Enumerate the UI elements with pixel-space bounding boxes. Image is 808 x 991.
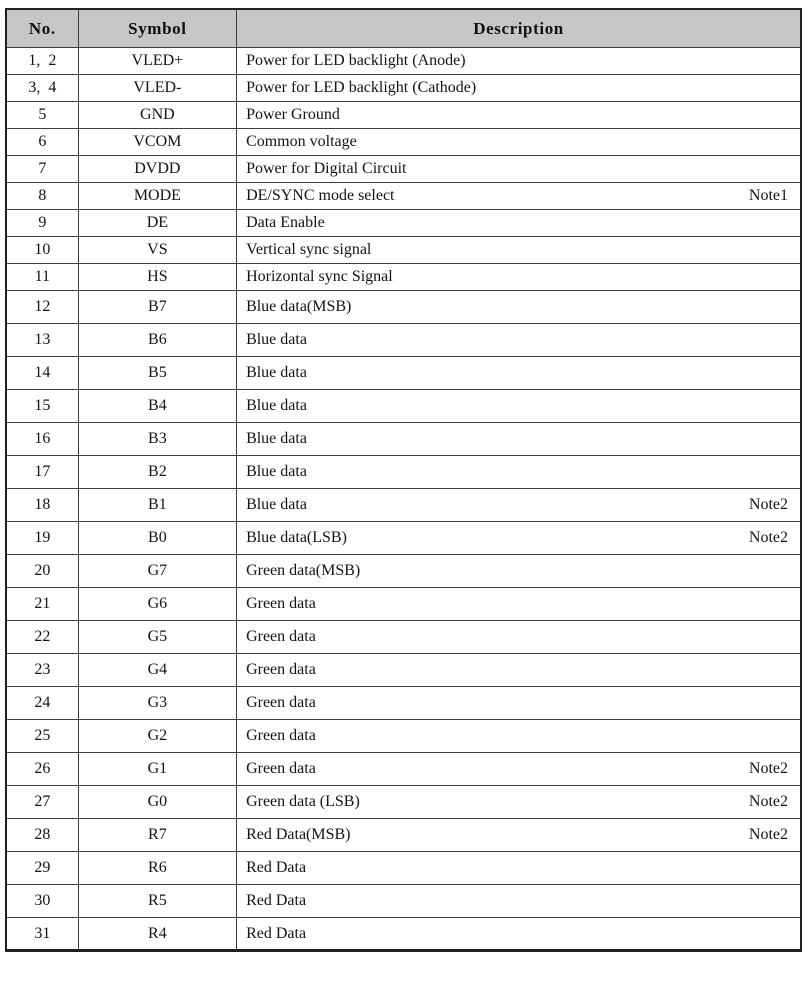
description-cell: [237, 210, 801, 237]
table-row: [6, 588, 801, 621]
description-cell: [237, 291, 801, 324]
table-row: [6, 291, 801, 324]
symbol-cell: VS: [78, 237, 236, 264]
pin-number-cell: 13: [6, 324, 78, 357]
pin-number-cell: 31: [6, 918, 78, 951]
pin-number-cell: 7: [6, 156, 78, 183]
symbol-cell: GND: [78, 102, 236, 129]
pin-number-cell: 24: [6, 687, 78, 720]
table-row: [6, 75, 801, 102]
pin-number-cell: 8: [6, 183, 78, 210]
table-row: [6, 48, 801, 75]
description-cell: [237, 183, 801, 210]
table-row: [6, 102, 801, 129]
description-text: Data Enable: [246, 214, 325, 232]
table-row: [6, 210, 801, 237]
pin-number-cell: 18: [6, 489, 78, 522]
description-text: Red Data: [246, 892, 307, 910]
description-cell: [237, 555, 801, 588]
description-text: Green data: [246, 595, 316, 613]
symbol-cell: R7: [78, 819, 236, 852]
symbol-cell: B1: [78, 489, 236, 522]
description-text: Power for LED backlight (Cathode): [246, 79, 477, 97]
symbol-cell: B0: [78, 522, 236, 555]
symbol-cell: G1: [78, 753, 236, 786]
description-text: Blue data(MSB): [246, 298, 352, 316]
table-row: [6, 687, 801, 720]
pin-number-cell: 10: [6, 237, 78, 264]
table-row: [6, 621, 801, 654]
pin-number-cell: 23: [6, 654, 78, 687]
table-row: [6, 324, 801, 357]
description-text: Power for LED backlight (Anode): [246, 52, 466, 70]
description-text: Power Ground: [246, 106, 340, 124]
symbol-cell: G4: [78, 654, 236, 687]
description-cell: [237, 819, 801, 852]
symbol-cell: VLED+: [78, 48, 236, 75]
table-row: [6, 753, 801, 786]
description-text: DE/SYNC mode select: [246, 187, 395, 205]
pin-number-cell: 1, 2: [6, 48, 78, 75]
description-text: Blue data: [246, 496, 307, 514]
description-cell: [237, 129, 801, 156]
symbol-cell: MODE: [78, 183, 236, 210]
description-text: Blue data: [246, 397, 307, 415]
description-text: Blue data: [246, 364, 307, 382]
description-text: Red Data: [246, 859, 307, 877]
note-label: Note2: [748, 760, 788, 778]
symbol-cell: G2: [78, 720, 236, 753]
description-text: Green data: [246, 628, 316, 646]
description-text: Green data: [246, 661, 316, 679]
column-header-no: No.: [6, 9, 78, 48]
description-text: Vertical sync signal: [246, 241, 372, 259]
description-text: Red Data(MSB): [246, 826, 351, 844]
symbol-cell: HS: [78, 264, 236, 291]
pin-number-cell: 11: [6, 264, 78, 291]
pin-number-cell: 14: [6, 357, 78, 390]
pin-description-table-container: [5, 8, 802, 952]
pin-number-cell: 5: [6, 102, 78, 129]
table-row: [6, 183, 801, 210]
pin-number-cell: 12: [6, 291, 78, 324]
symbol-cell: B4: [78, 390, 236, 423]
description-cell: [237, 156, 801, 183]
description-cell: [237, 654, 801, 687]
table-row: [6, 237, 801, 264]
table-row: [6, 819, 801, 852]
description-text: Green data: [246, 727, 316, 745]
symbol-cell: B3: [78, 423, 236, 456]
table-row: [6, 555, 801, 588]
pin-number-cell: 17: [6, 456, 78, 489]
description-cell: [237, 264, 801, 291]
symbol-cell: G7: [78, 555, 236, 588]
table-row: [6, 156, 801, 183]
pin-number-cell: 27: [6, 786, 78, 819]
symbol-cell: DE: [78, 210, 236, 237]
description-cell: [237, 885, 801, 918]
description-cell: [237, 423, 801, 456]
pin-description-table: [5, 8, 802, 952]
description-cell: [237, 720, 801, 753]
description-text: Green data(MSB): [246, 562, 361, 580]
note-label: Note2: [748, 793, 788, 811]
table-row: [6, 264, 801, 291]
symbol-cell: G3: [78, 687, 236, 720]
pin-number-cell: 21: [6, 588, 78, 621]
symbol-cell: B6: [78, 324, 236, 357]
description-cell: [237, 489, 801, 522]
table-row: [6, 522, 801, 555]
pin-number-cell: 28: [6, 819, 78, 852]
symbol-cell: G0: [78, 786, 236, 819]
symbol-cell: DVDD: [78, 156, 236, 183]
description-cell: [237, 852, 801, 885]
symbol-cell: R6: [78, 852, 236, 885]
table-row: [6, 456, 801, 489]
description-text: Red Data: [246, 924, 307, 942]
description-cell: [237, 522, 801, 555]
pin-number-cell: 30: [6, 885, 78, 918]
note-label: Note2: [748, 496, 788, 514]
column-header-symbol: Symbol: [78, 9, 236, 48]
table-row: [6, 852, 801, 885]
table-row: [6, 786, 801, 819]
description-text: Horizontal sync Signal: [246, 268, 393, 286]
description-text: Blue data: [246, 463, 307, 481]
symbol-cell: B2: [78, 456, 236, 489]
description-text: Common voltage: [246, 133, 357, 151]
symbol-cell: B7: [78, 291, 236, 324]
description-cell: [237, 390, 801, 423]
description-text: Power for Digital Circuit: [246, 160, 407, 178]
table-row: [6, 390, 801, 423]
pin-number-cell: 22: [6, 621, 78, 654]
description-cell: [237, 621, 801, 654]
pin-number-cell: 9: [6, 210, 78, 237]
table-row: [6, 654, 801, 687]
description-cell: [237, 687, 801, 720]
pin-number-cell: 16: [6, 423, 78, 456]
pin-number-cell: 15: [6, 390, 78, 423]
column-header-description: Description: [237, 9, 801, 48]
pin-number-cell: 26: [6, 753, 78, 786]
description-cell: [237, 588, 801, 621]
description-cell: [237, 786, 801, 819]
description-cell: [237, 237, 801, 264]
note-label: Note2: [748, 529, 788, 547]
pin-number-cell: 3, 4: [6, 75, 78, 102]
description-cell: [237, 918, 801, 951]
symbol-cell: G5: [78, 621, 236, 654]
description-text: Green data: [246, 694, 316, 712]
description-cell: [237, 357, 801, 390]
pin-number-cell: 19: [6, 522, 78, 555]
pin-number-cell: 25: [6, 720, 78, 753]
description-cell: [237, 48, 801, 75]
pin-number-cell: 6: [6, 129, 78, 156]
header-row: [6, 9, 801, 48]
symbol-cell: R5: [78, 885, 236, 918]
table-row: [6, 918, 801, 951]
symbol-cell: R4: [78, 918, 236, 951]
description-text: Blue data: [246, 430, 307, 448]
description-text: Blue data(LSB): [246, 529, 347, 547]
pin-number-cell: 29: [6, 852, 78, 885]
pin-number-cell: 20: [6, 555, 78, 588]
table-row: [6, 720, 801, 753]
description-cell: [237, 324, 801, 357]
table-body: [6, 48, 801, 951]
description-cell: [237, 102, 801, 129]
table-row: [6, 489, 801, 522]
description-cell: [237, 456, 801, 489]
symbol-cell: VLED-: [78, 75, 236, 102]
symbol-cell: B5: [78, 357, 236, 390]
description-text: Blue data: [246, 331, 307, 349]
table-row: [6, 885, 801, 918]
description-cell: [237, 75, 801, 102]
description-text: Green data: [246, 760, 316, 778]
description-cell: [237, 753, 801, 786]
note-label: Note2: [748, 826, 788, 844]
description-text: Green data (LSB): [246, 793, 360, 811]
table-row: [6, 357, 801, 390]
note-label: Note1: [748, 187, 788, 205]
table-row: [6, 129, 801, 156]
table-row: [6, 423, 801, 456]
symbol-cell: VCOM: [78, 129, 236, 156]
symbol-cell: G6: [78, 588, 236, 621]
